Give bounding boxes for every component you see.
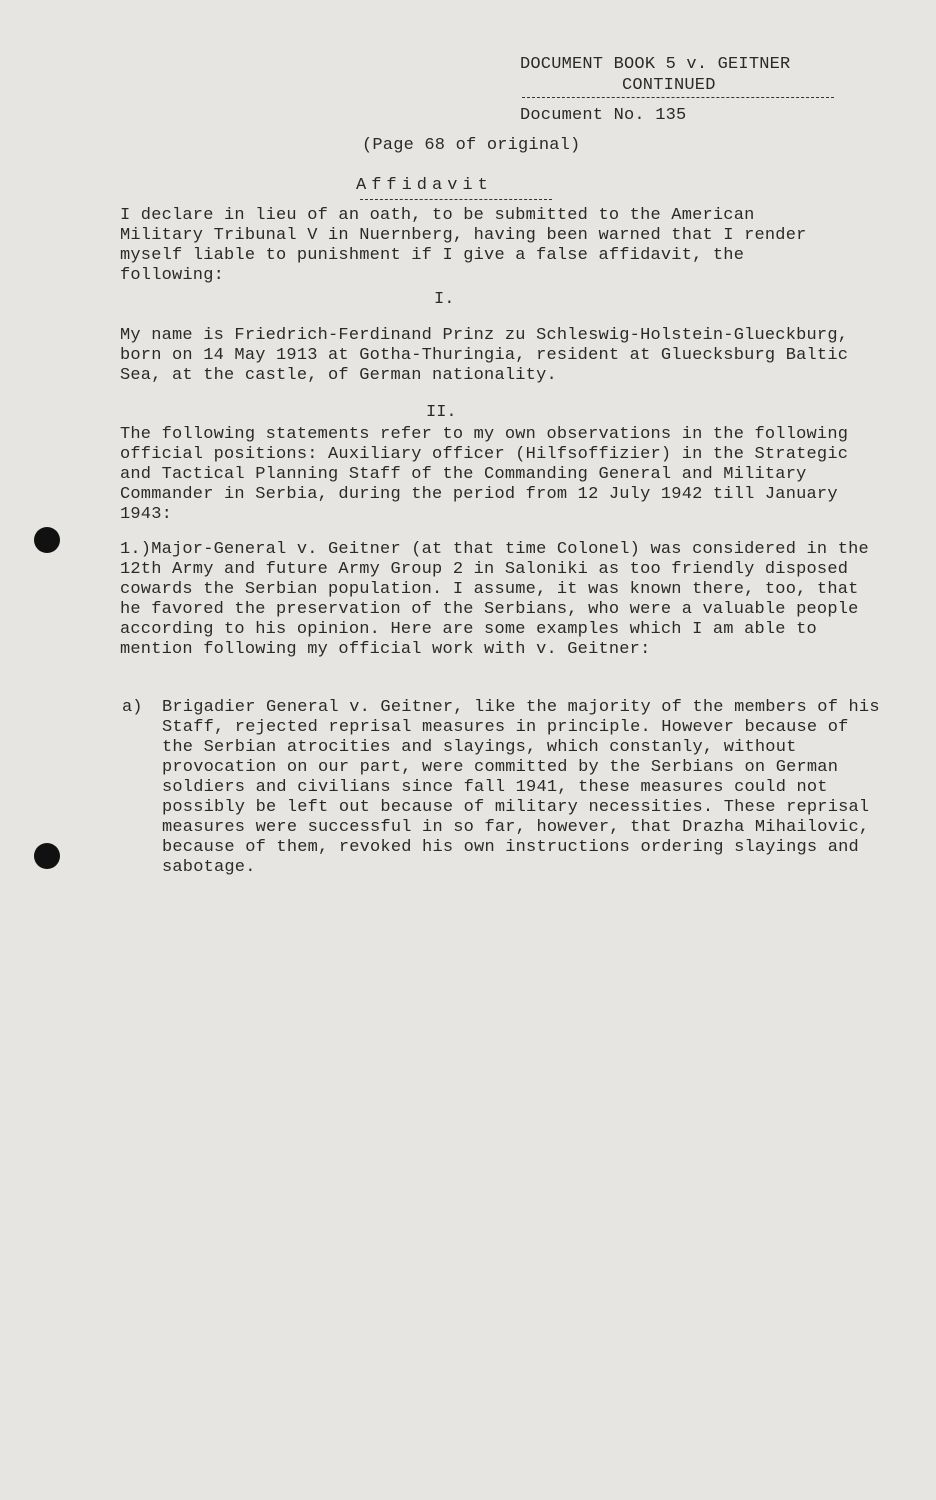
- section-numeral-2: II.: [426, 403, 457, 422]
- intro-paragraph: I declare in lieu of an oath, to be submitted to the American Military Tribunal V in Nuernberg, having been warned that I render myself liable to punishment if I give a false affidavit, the following:: [120, 206, 807, 285]
- document-book-header: DOCUMENT BOOK 5 v. GEITNER: [520, 55, 791, 74]
- title-underline: [360, 199, 552, 200]
- affidavit-title: Affidavit: [356, 176, 493, 195]
- header-divider: [522, 97, 834, 98]
- document-number: Document No. 135: [520, 106, 687, 125]
- continued-label: CONTINUED: [622, 76, 716, 95]
- page-of-original: (Page 68 of original): [362, 136, 581, 155]
- identity-paragraph: My name is Friedrich-Ferdinand Prinz zu Schleswig-Holstein-Glueckburg, born on 14 May 1913 at Gotha-Thuringia, resident at Gluecksburg Baltic Sea, at the castle, of German nationality.: [120, 326, 849, 385]
- punch-hole-icon: [34, 527, 60, 553]
- point-a-label: a): [122, 698, 143, 717]
- punch-hole-icon: [34, 843, 60, 869]
- positions-paragraph: The following statements refer to my own observations in the following official positions: Auxiliary officer (Hilfsoffizier) in the Strategic and Tactical Planning Staff of the Commanding General and Military Commander in Serbia, during the period from 12 July 1942 till January 1943:: [120, 425, 849, 524]
- section-numeral-1: I.: [434, 290, 455, 309]
- point-1-paragraph: 1.)Major-General v. Geitner (at that time Colonel) was considered in the 12th Army and future Army Group 2 in Saloniki as too friendly disposed cowards the Serbian population. I assume, it was known there, too, that he favored the preservation of the Serbians, who were a valuable people according to his opinion. Here are some examples which I am able to mention following my official work with v. Geitner:: [120, 540, 869, 659]
- point-a-paragraph: Brigadier General v. Geitner, like the majority of the members of his Staff, rejected reprisal measures in principle. However because of the Serbian atrocities and slayings, which constanly, without provocation on our part, were committed by the Serbians on German soldiers and civilians since fall 1941, these measures could not possibly be left out because of military necessities. These reprisal measures were successful in so far, however, that Drazha Mihailovic, because of them, revoked his own instructions ordering slayings and sabotage.: [162, 698, 880, 877]
